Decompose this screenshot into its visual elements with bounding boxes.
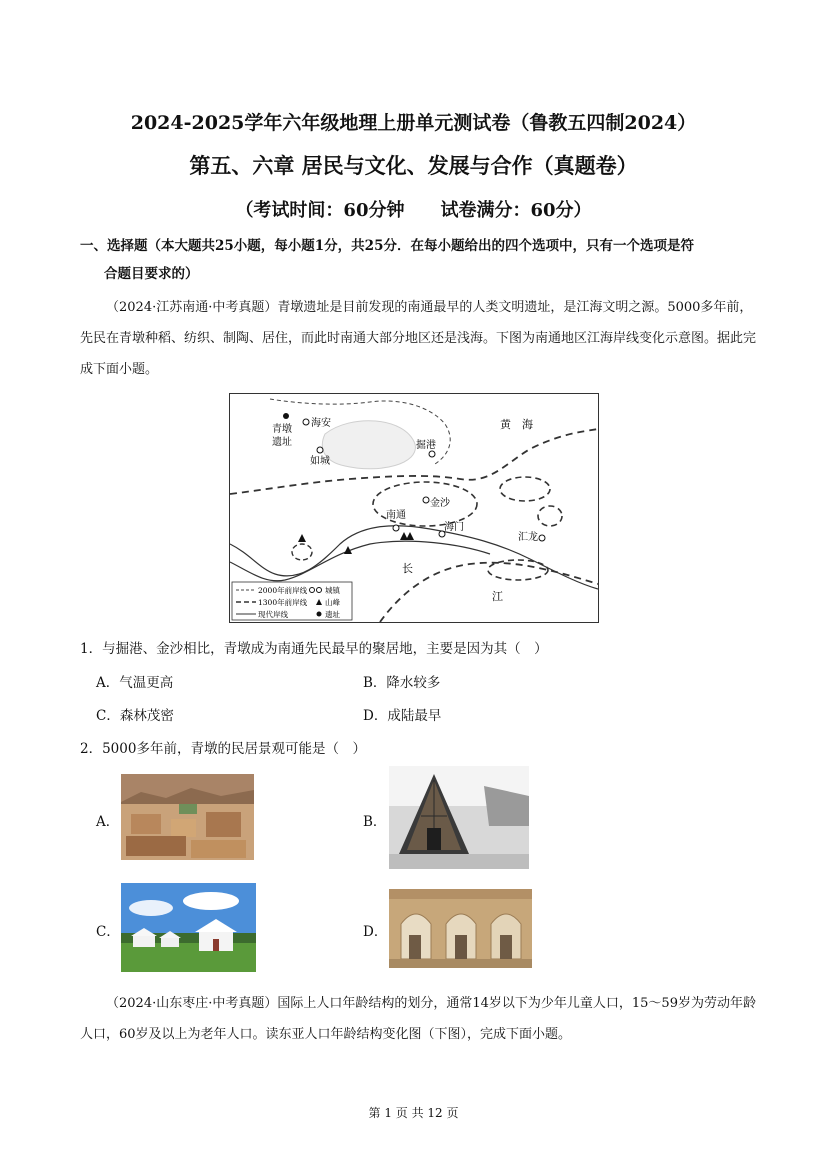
photo-yurts[interactable]	[121, 883, 256, 972]
exam-info: （考试时间：60分钟 试卷满分：60分）	[235, 200, 592, 221]
section-heading-line2: 合题目要求的）	[104, 266, 199, 282]
section-heading	[80, 232, 760, 288]
q1-option-a[interactable]: A．气温更高	[96, 675, 174, 691]
q2-option-b[interactable]: B．	[363, 814, 387, 830]
legend-town-icon-2	[317, 588, 322, 593]
q1-option-c[interactable]: C．森林茂密	[96, 708, 174, 724]
town-haian	[303, 419, 309, 425]
photo-cave-dwellings[interactable]	[389, 889, 532, 968]
legend-site-icon	[317, 612, 322, 617]
question-1: 1．与掘港、金沙相比，青墩成为南通先民最早的聚居地，主要是因为其（ ）	[80, 641, 548, 657]
label-jinsha: 金沙	[430, 498, 450, 509]
label-qingdun: 青墩	[272, 424, 292, 435]
inland-area	[322, 421, 415, 469]
label-juegang: 掘港	[416, 440, 436, 451]
label-rugao: 如城	[310, 456, 330, 467]
town-rugao	[317, 447, 323, 453]
label-jiang: 江	[492, 590, 503, 603]
coastline-map	[229, 393, 599, 623]
mountain-4	[406, 532, 414, 540]
legend-label-modern: 现代岸线	[258, 610, 288, 619]
legend-label-mountain: 山峰	[325, 598, 340, 607]
site-marker-qingdun	[283, 413, 289, 419]
legend-town-icon	[310, 588, 315, 593]
q2-option-a[interactable]: A．	[96, 814, 120, 830]
mountain-1	[298, 534, 306, 542]
label-nantong: 南通	[386, 510, 406, 521]
label-haian: 海安	[311, 418, 331, 429]
label-huanghai: 黄 海	[500, 418, 533, 431]
q1-option-d[interactable]: D．成陆最早	[363, 708, 442, 724]
town-jinsha	[423, 497, 429, 503]
q1-option-b[interactable]: B．降水较多	[363, 675, 441, 691]
passage-1: （2024·江苏南通·中考真题）青墩遗址是目前发现的南通最早的人类文明遗址，是江海文明之源。5000多年前，先民在青墩种稻、纺织、制陶、居住，而此时南通大部分地区还是浅海。下图为南通地区江海岸线变化示意图。据此完成下面小题。	[80, 300, 757, 377]
label-huilong: 汇龙	[518, 532, 538, 543]
page-footer: 第 1 页 共 12 页	[368, 1106, 459, 1120]
label-chang: 长	[402, 562, 413, 575]
section-heading-line1: 一、选择题（本大题共25小题，每小题1分，共25分．在每小题给出的四个选项中，只有一个选项是符	[80, 238, 694, 254]
legend-label-1300: 1300年前岸线	[258, 598, 308, 607]
label-yizhi: 遗址	[272, 437, 292, 448]
q2-option-c[interactable]: C．	[96, 924, 120, 940]
photo-thatched-hut[interactable]	[389, 766, 529, 869]
passage-2: （2024·山东枣庄·中考真题）国际上人口年龄结构的划分，通常14岁以下为少年儿童人口，15～59岁为劳动年龄人口，60岁及以上为老年人口。读东亚人口年龄结构变化图（下图），完成下面小题。	[80, 996, 756, 1042]
legend-label-town: 城镇	[325, 586, 340, 595]
document-subtitle: 第五、六章 居民与文化、发展与合作（真题卷）	[189, 153, 638, 178]
town-nantong	[393, 525, 399, 531]
question-2: 2．5000多年前，青墩的民居景观可能是（ ）	[80, 741, 366, 757]
q2-option-d[interactable]: D．	[363, 924, 388, 940]
sandbar-2	[500, 477, 550, 501]
town-juegang	[429, 451, 435, 457]
legend-label-2000: 2000年前岸线	[258, 586, 308, 595]
legend-label-site: 遗址	[325, 610, 340, 619]
modern-coastline-south	[230, 541, 490, 581]
sandbar-5	[292, 544, 312, 560]
town-huilong	[539, 535, 545, 541]
coastline-map-svg	[230, 394, 598, 622]
document-title: 2024-2025学年六年级地理上册单元测试卷（鲁教五四制2024）	[130, 112, 697, 134]
label-haimen: 海门	[444, 522, 464, 533]
sandbar-3	[538, 506, 562, 526]
photo-adobe-village[interactable]	[121, 774, 254, 860]
